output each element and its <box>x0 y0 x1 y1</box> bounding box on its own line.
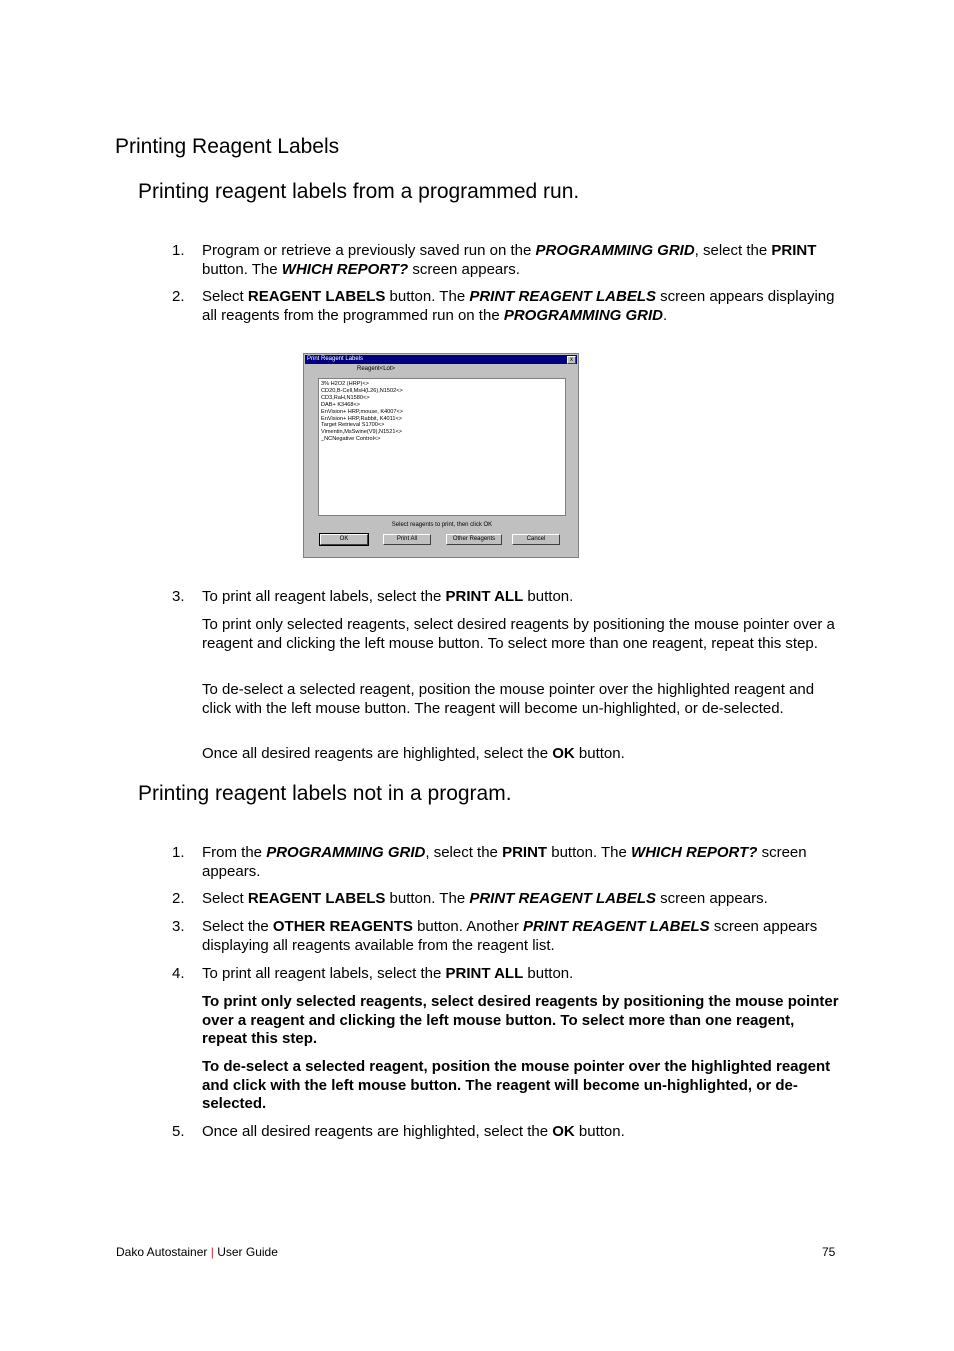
step-text: Once all desired reagents are highlighted, select the OK button. <box>202 1123 625 1140</box>
s1-paragraph-select: To print only selected reagents, select desired reagents by positioning the mouse pointer over a reagent and clicking the left mouse button. To select more than one reagent, repeat this step. <box>202 616 835 652</box>
list-item[interactable]: EnVision+ HRP,mouse, K4007<> <box>321 408 404 415</box>
s1-paragraph-ok: Once all desired reagents are highlighted, select the OK button. <box>202 745 625 762</box>
dialog-titlebar <box>305 355 577 364</box>
list-item[interactable]: DAB+ K3468<> <box>321 401 361 408</box>
step-number: 2. <box>172 890 185 907</box>
section-heading-programmed-run: Printing reagent labels from a programmed run. <box>138 180 580 203</box>
step-text: To print all reagent labels, select the PRINT ALL button. <box>202 965 574 982</box>
dialog-title: Print Reagent Labels <box>307 356 364 362</box>
step-text: From the PROGRAMMING GRID, select the PRINT button. The WHICH REPORT? screen appears. <box>202 844 807 880</box>
dialog-hint: Select reagents to print, then click OK <box>391 522 493 528</box>
page-number: 75 <box>822 1245 836 1259</box>
s2-paragraph-deselect: To de-select a selected reagent, position the mouse pointer over the highlighted reagent and click with the left mouse button. The reagent will become un-highlighted, or de-selected. <box>202 1058 831 1112</box>
step-number: 1. <box>172 242 185 259</box>
list-item[interactable]: 3% H2O2 (HRP)<> <box>321 381 369 387</box>
footer-doc-title: Dako Autostainer | User Guide <box>116 1245 278 1259</box>
step-text: Select REAGENT LABELS button. The PRINT REAGENT LABELS screen appears displaying all reagents from the programmed run on the PROGRAMMING GRID. <box>202 288 835 324</box>
list-item[interactable]: EnVision+ HRP,Rabbit, K4011<> <box>321 415 403 422</box>
cancel-button[interactable]: Cancel <box>512 534 560 545</box>
section-heading-not-in-program: Printing reagent labels not in a program. <box>138 782 512 805</box>
step-text: Select the OTHER REAGENTS button. Another PRINT REAGENT LABELS screen appears displaying all reagents available from the reagent list. <box>202 918 818 954</box>
step-number: 3. <box>172 588 185 605</box>
step-number: 3. <box>172 918 185 935</box>
step-number: 2. <box>172 288 185 305</box>
list-item[interactable]: Target Retrieval S1700<> <box>321 422 385 429</box>
s1-paragraph-deselect: To de-select a selected reagent, position the mouse pointer over the highlighted reagent and click with the left mouse button. The reagent will become un-highlighted, or de-selected. <box>202 681 815 717</box>
step-text: To print all reagent labels, select the PRINT ALL button. <box>202 588 574 605</box>
reagent-listbox[interactable] <box>318 378 566 516</box>
step-text: Select REAGENT LABELS button. The PRINT REAGENT LABELS screen appears. <box>202 890 768 907</box>
ok-button[interactable]: OK <box>320 534 368 545</box>
list-item[interactable]: CD3,RaH,N1580<> <box>321 394 370 401</box>
print-all-button[interactable]: Print All <box>383 534 431 545</box>
list-item[interactable]: _NCNegative Control<> <box>321 436 381 443</box>
page-title: Printing Reagent Labels <box>115 135 340 158</box>
footer-separator: | <box>210 1245 214 1259</box>
s2-paragraph-select: To print only selected reagents, select desired reagents by positioning the mouse pointer over a reagent and clicking the left mouse button. To select more than one reagent, repeat this step. <box>202 993 839 1047</box>
step-number: 5. <box>172 1123 185 1140</box>
list-item[interactable]: CD20,B-Cell,MsH(L26),N1502<> <box>321 387 403 394</box>
step-number: 4. <box>172 965 185 982</box>
print-reagent-labels-dialog <box>303 353 579 558</box>
step-text: Program or retrieve a previously saved run on the PROGRAMMING GRID, select the PRINT button. The WHICH REPORT? screen appears. <box>202 242 817 278</box>
close-icon[interactable]: x <box>567 356 576 364</box>
other-reagents-button[interactable]: Other Reagents <box>446 534 502 545</box>
list-item[interactable]: Vimentin,MsSwine(V9),N1521<> <box>321 429 403 436</box>
reagent-column-header: Reagent<Lot> <box>357 366 396 372</box>
step-number: 1. <box>172 844 185 861</box>
